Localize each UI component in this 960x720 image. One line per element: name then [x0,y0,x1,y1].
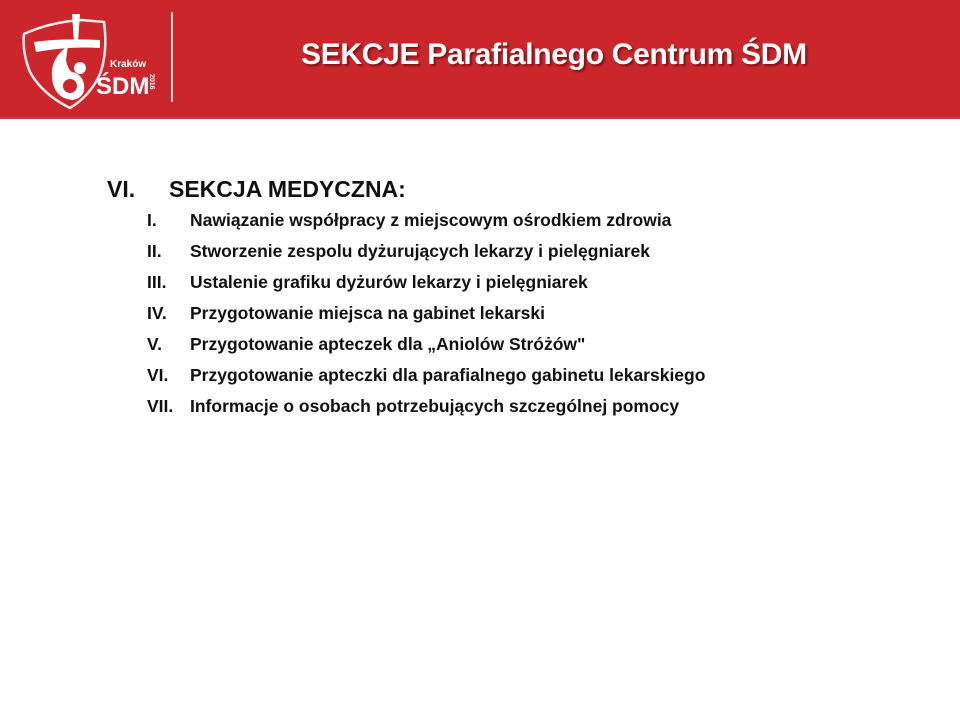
item-number: II. [147,241,162,261]
item-number: VII. [147,396,174,416]
logo-city: Kraków [110,59,147,70]
logo-acronym: ŚDM [96,73,150,100]
section-heading [107,173,705,205]
item-text: Przygotowanie apteczek dla „Aniolów Stróżów" [190,334,586,354]
item-number: IV. [147,303,167,323]
item-text: Ustalenie grafiku dyżurów lekarzy i pielęgniarek [190,272,588,292]
list-item [147,333,705,364]
item-number: V. [147,334,162,354]
item-text: Informacje o osobach potrzebujących szczególnej pomocy [190,396,680,416]
list-item [147,240,705,271]
item-text: Przygotowanie apteczki dla parafialnego gabinetu lekarskiego [190,365,706,385]
logo-year: 2016 [148,74,155,90]
item-text: Nawiązanie współpracy z miejscowym ośrodkiem zdrowia [190,210,672,230]
page-title: SEKCJE Parafialnego Centrum ŚDM [301,38,807,71]
list-item [147,395,705,426]
item-text: Przygotowanie miejsca na gabinet lekarski [190,303,545,323]
item-number: I. [147,210,157,230]
list-item [147,209,705,240]
section-title: SEKCJA MEDYCZNA: [169,176,406,202]
item-number: III. [147,272,167,292]
item-text: Stworzenie zespolu dyżurujących lekarzy i pielęgniarek [190,241,651,261]
section-number: VI. [107,176,136,202]
list-item [147,302,705,333]
header-banner [0,0,960,119]
sdm-logo-icon [20,12,160,112]
list-item [147,271,705,302]
task-list [147,209,705,426]
slide-content [107,173,705,426]
list-item [147,364,705,395]
item-number: VI. [147,365,169,385]
header-divider [171,12,173,102]
